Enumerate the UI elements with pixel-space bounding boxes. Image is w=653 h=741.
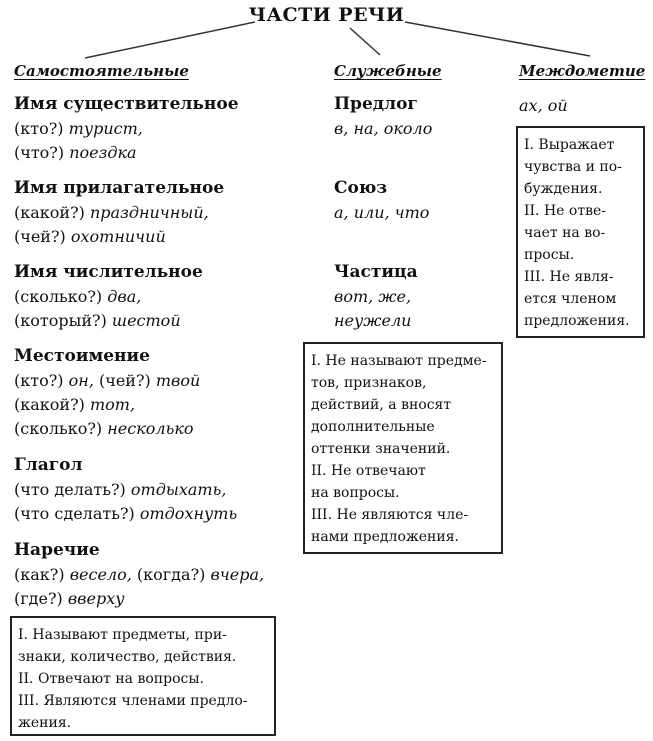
heading-functional: Служебные <box>334 62 442 80</box>
noun-line-1: (кто?) турист, <box>14 119 143 138</box>
box-independent-features <box>10 616 276 736</box>
adverb-line-1: (как?) весело, (когда?) вчера, <box>14 565 265 584</box>
numeral-line-2: (который?) шестой <box>14 311 181 330</box>
noun-line-2: (что?) поездка <box>14 143 137 162</box>
term-preposition: Предлог <box>334 94 418 114</box>
feature-line: знаки, количество, действия. <box>18 649 237 665</box>
feature-line: предложения. <box>524 313 630 329</box>
box-interjection-features <box>516 126 645 338</box>
feature-line: III. Не явля- <box>524 269 614 285</box>
numeral-line-1: (сколько?) два, <box>14 287 142 306</box>
feature-line: I. Называют предметы, при- <box>18 627 227 643</box>
term-particle: Частица <box>334 262 418 282</box>
connector-line-independent <box>85 22 255 58</box>
term-noun: Имя существительное <box>14 94 239 114</box>
adjective-line-2: (чей?) охотничий <box>14 227 166 246</box>
heading-interjection: Междометие <box>519 62 646 80</box>
feature-line: чувства и по- <box>524 159 622 175</box>
particle-examples-2: неужели <box>334 311 412 330</box>
feature-line: I. Выражает <box>524 137 615 153</box>
feature-line: тов, признаков, <box>311 375 427 391</box>
feature-line: III. Не являются чле- <box>311 507 469 523</box>
term-pronoun: Местоимение <box>14 346 150 366</box>
feature-line: чает на во- <box>524 225 606 241</box>
term-conjunction: Союз <box>334 178 388 198</box>
term-numeral: Имя числительное <box>14 262 203 282</box>
feature-line: I. Не называют предме- <box>311 353 487 369</box>
feature-line: жения. <box>18 715 72 731</box>
feature-line: дополнительные <box>311 419 435 435</box>
feature-line: II. Не отвечают <box>311 463 426 479</box>
feature-line: на вопросы. <box>311 485 400 501</box>
pronoun-line-2: (какой?) тот, <box>14 395 136 414</box>
verb-line-1: (что делать?) отдыхать, <box>14 480 227 499</box>
verb-line-2: (что сделать?) отдохнуть <box>14 504 238 523</box>
feature-line: III. Являются членами предло- <box>18 693 248 709</box>
feature-line: II. Не отве- <box>524 203 606 219</box>
feature-line: оттенки значений. <box>311 441 451 457</box>
pronoun-line-1: (кто?) он, (чей?) твой <box>14 371 201 390</box>
term-verb: Глагол <box>14 455 83 475</box>
feature-line: действий, а вносят <box>311 397 452 413</box>
box-functional-features <box>303 342 503 554</box>
particle-examples-1: вот, же, <box>334 287 412 306</box>
adverb-line-2: (где?) вверху <box>14 589 125 608</box>
diagram-title: ЧАСТИ РЕЧИ <box>248 4 405 26</box>
adjective-line-1: (какой?) праздничный, <box>14 203 209 222</box>
connector-line-interjection <box>405 22 590 56</box>
feature-line: буждения. <box>524 181 603 197</box>
feature-line: нами предложения. <box>311 529 459 545</box>
feature-line: II. Отвечают на вопросы. <box>18 671 204 687</box>
pronoun-line-3: (сколько?) несколько <box>14 419 194 438</box>
interjection-examples: ах, ой <box>519 96 568 115</box>
term-adverb: Наречие <box>14 540 100 560</box>
heading-independent: Самостоятельные <box>14 62 189 80</box>
preposition-examples: в, на, около <box>334 119 433 138</box>
term-adjective: Имя прилагательное <box>14 178 225 198</box>
conjunction-examples: а, или, что <box>334 203 430 222</box>
feature-line: ется членом <box>524 291 617 307</box>
connector-line-functional <box>350 28 380 55</box>
feature-line: просы. <box>524 247 575 263</box>
